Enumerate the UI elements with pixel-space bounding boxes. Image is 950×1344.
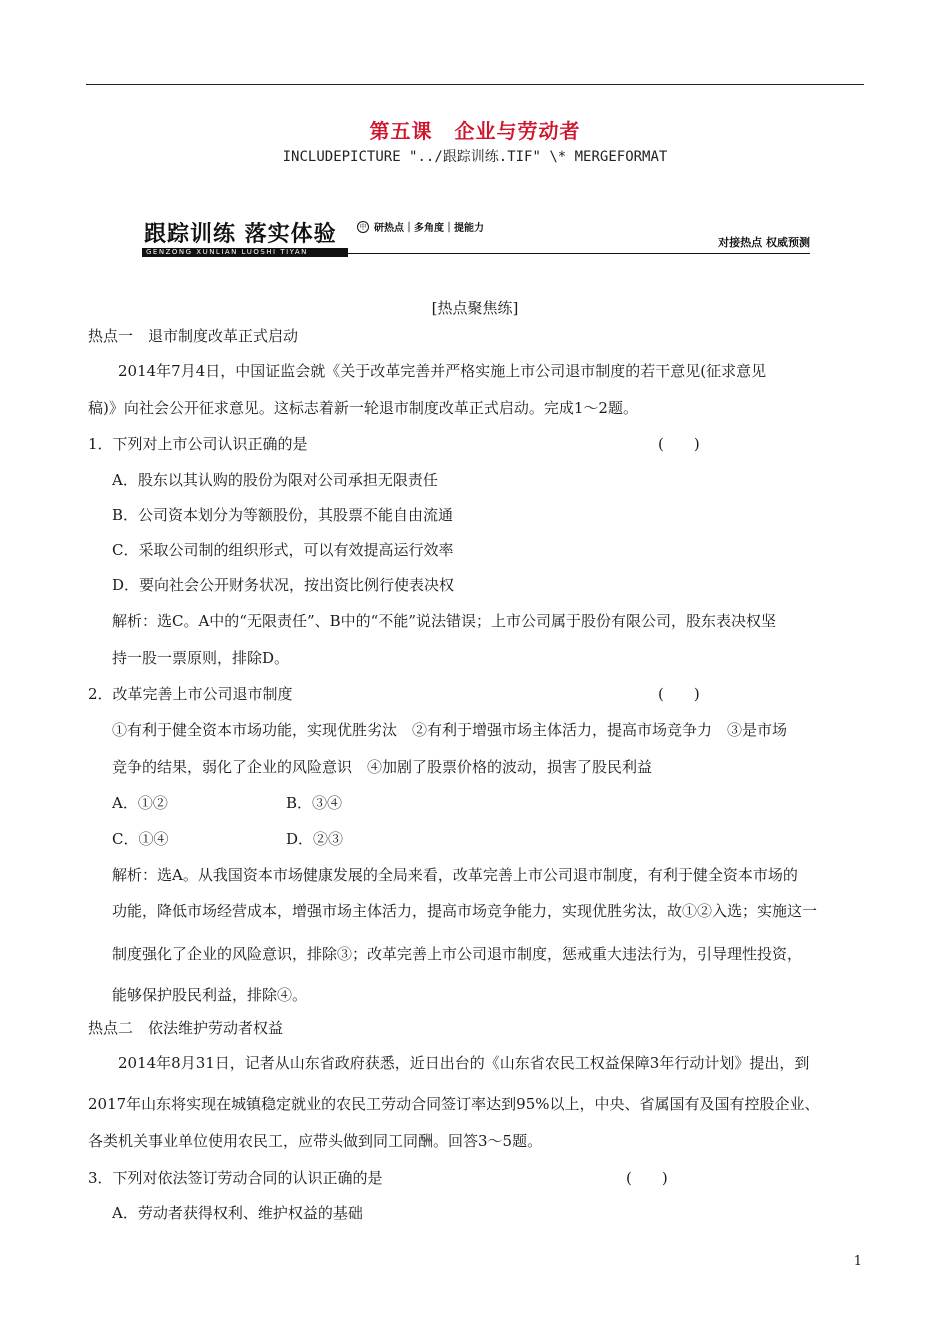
hotspot1-intro-line1: 2014年7月4日，中国证监会就《关于改革完善并严格实施上市公司退市制度的若干意见(征求意见 <box>118 362 767 380</box>
q2-explanation-line1: 解析：选A。从我国资本市场健康发展的全局来看，改革完善上市公司退市制度，有利于健全资本市场的 <box>112 866 798 884</box>
banner-right-text: 对接热点 权威预测 <box>718 236 810 249</box>
q1-option-a: A．股东以其认购的股份为限对公司承担无限责任 <box>112 471 438 489</box>
lesson-title-number: 第五课 <box>369 119 433 143</box>
q1-explanation-line2: 持一股一票原则，排除D。 <box>112 649 290 667</box>
banner-circle-icon: 中 <box>357 221 369 233</box>
q2-option-b: B．③④ <box>286 794 343 812</box>
include-field-code: INCLUDEPICTURE "../跟踪训练.TIF" \* MERGEFORMAT <box>282 149 668 165</box>
lesson-title <box>0 115 950 144</box>
q2-explanation-line2: 功能，降低市场经营成本，增强市场主体活力，提高市场竞争能力，实现优胜劣汰，故①②入选；实施这一 <box>112 902 818 920</box>
header-rule <box>86 84 864 85</box>
banner-pinyin: GENZONG XUNLIAN LUOSHI TIYAN <box>146 248 308 256</box>
q3-stem: 3．下列对依法签订劳动合同的认识正确的是 <box>88 1169 383 1187</box>
q1-option-d: D．要向社会公开财务状况，按出资比例行使表决权 <box>112 576 455 594</box>
tracking-banner <box>142 217 810 256</box>
q2-explanation-line3: 制度强化了企业的风险意识，排除③；改革完善上市公司退市制度，惩戒重大违法行为，引导理性投资， <box>112 945 803 963</box>
hotspot2-intro-line1: 2014年8月31日，记者从山东省政府获悉，近日出台的《山东省农民工权益保障3年行动计划》提出，到 <box>118 1054 810 1072</box>
banner-underline <box>348 253 810 254</box>
hotspot1-intro-line2: 稿)》向社会公开征求意见。这标志着新一轮退市制度改革正式启动。完成1～2题。 <box>88 399 638 417</box>
hotspot2-intro-line3: 各类机关事业单位使用农民工，应带头做到同工同酬。回答3～5题。 <box>88 1132 543 1150</box>
q2-option-c: C．①④ <box>112 830 169 848</box>
q2-options-line2: 竞争的结果，弱化了企业的风险意识 ④加剧了股票价格的波动，损害了股民利益 <box>112 758 653 776</box>
page-number: 1 <box>853 1254 862 1269</box>
q1-stem: 1．下列对上市公司认识正确的是 <box>88 435 308 453</box>
banner-tags: 研热点｜多角度｜提能力 <box>374 223 484 234</box>
q3-option-a: A．劳动者获得权利、维护权益的基础 <box>112 1204 363 1222</box>
section-heading: [热点聚焦练] <box>431 299 519 317</box>
q2-answer-paren: ( ) <box>658 685 700 703</box>
q1-option-b: B．公司资本划分为等额股份，其股票不能自由流通 <box>112 506 454 524</box>
q2-option-d: D．②③ <box>286 830 344 848</box>
q1-answer-paren: ( ) <box>658 435 700 453</box>
q3-answer-paren: ( ) <box>626 1169 668 1187</box>
q1-explanation-line1: 解析：选C。A中的“无限责任”、B中的“不能”说法错误；上市公司属于股份有限公司，股东表决权坚 <box>112 612 777 630</box>
banner-main-text: 跟踪训练 落实体验 <box>144 222 337 247</box>
hotspot2-intro-line2: 2017年山东将实现在城镇稳定就业的农民工劳动合同签订率达到95%以上，中央、省属国有及国有控股企业、 <box>88 1095 820 1113</box>
q1-option-c: C．采取公司制的组织形式，可以有效提高运行效率 <box>112 541 454 559</box>
hotspot2-title: 热点二 依法维护劳动者权益 <box>88 1019 284 1037</box>
q2-explanation-line4: 能够保护股民利益，排除④。 <box>112 986 308 1004</box>
q2-stem: 2．改革完善上市公司退市制度 <box>88 685 293 703</box>
hotspot1-title: 热点一 退市制度改革正式启动 <box>88 327 299 345</box>
q2-option-a: A．①② <box>112 794 168 812</box>
q2-options-line1: ①有利于健全资本市场功能，实现优胜劣汰 ②有利于增强市场主体活力，提高市场竞争力 ③是市场 <box>112 721 788 739</box>
lesson-title-name: 企业与劳动者 <box>454 119 581 143</box>
